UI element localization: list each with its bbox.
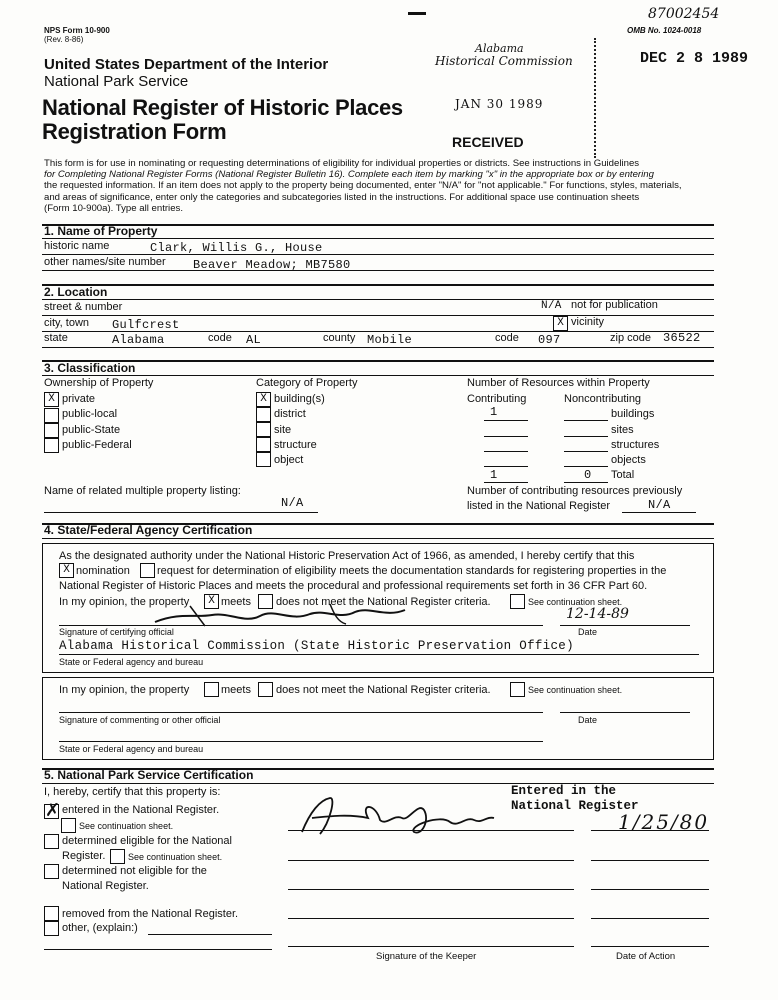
resource-buildings-label: buildings <box>611 408 655 420</box>
rule <box>59 654 699 655</box>
rule <box>591 918 709 919</box>
category-building-label: building(s) <box>274 393 325 405</box>
see-cont-b-checkbox[interactable] <box>110 849 125 864</box>
does-not-meet2-label: does not meet the National Register criteria. <box>276 684 491 696</box>
entered-label: entered in the National Register. <box>62 804 220 816</box>
category-site-checkbox[interactable] <box>256 422 271 437</box>
state-code-label: code <box>208 332 232 344</box>
contributing-buildings[interactable]: 1 <box>490 405 498 419</box>
does-not-meet2-checkbox[interactable] <box>258 682 273 697</box>
ownership-header: Ownership of Property <box>44 377 154 389</box>
rule <box>484 466 528 467</box>
stamp-commission-line1: Alabama <box>475 42 524 55</box>
sig-certifying-label: Signature of certifying official <box>59 627 174 637</box>
rule <box>564 466 608 467</box>
nomination-label: nomination <box>76 565 130 577</box>
county-code-value[interactable]: 097 <box>538 333 561 347</box>
date-label: Date <box>578 627 598 637</box>
rule <box>288 918 574 919</box>
noncontributing-header: Noncontributing <box>564 393 642 405</box>
rule <box>288 946 574 947</box>
see-continuation2-label: See continuation sheet. <box>528 685 623 695</box>
certify-label: I, hereby, certify that this property is: <box>44 786 221 798</box>
form-revision: (Rev. 8-86) <box>44 35 84 44</box>
section2-title: 2. Location <box>44 285 108 299</box>
omb-number: OMB No. 1024-0018 <box>627 26 702 35</box>
ownership-private-label: private <box>62 393 96 405</box>
county-code-label: code <box>495 332 519 344</box>
meets2-checkbox[interactable] <box>204 682 219 697</box>
zip-value[interactable]: 36522 <box>663 331 701 345</box>
category-object-checkbox[interactable] <box>256 452 271 467</box>
service-name: National Park Service <box>44 73 189 90</box>
category-district-label: district <box>274 408 306 420</box>
category-site-label: site <box>274 424 292 436</box>
county-value[interactable]: Mobile <box>367 333 413 347</box>
see-continuation2-checkbox[interactable] <box>510 682 525 697</box>
rule <box>591 830 709 831</box>
other-checkbox[interactable] <box>44 921 59 936</box>
eligible-label1: determined eligible for the National <box>62 835 232 847</box>
rule <box>484 420 528 421</box>
entered-stamp-line1: Entered in the <box>511 784 617 798</box>
rule <box>42 315 714 316</box>
category-building-checkbox[interactable]: X <box>256 392 271 407</box>
vicinity-checkbox[interactable]: X <box>553 316 568 331</box>
multiple-listing-value[interactable]: N/A <box>281 496 304 510</box>
certifying-signature <box>150 600 420 632</box>
category-object-label: object <box>274 454 304 466</box>
rule <box>484 436 528 437</box>
street-label: street & number <box>44 301 123 313</box>
rule <box>288 860 574 861</box>
other-names-value[interactable]: Beaver Meadow; MB7580 <box>193 258 351 272</box>
section4-title: 4. State/Federal Agency Certification <box>44 523 253 537</box>
rule <box>560 712 690 713</box>
ownership-public-state-checkbox[interactable] <box>44 423 59 438</box>
rule <box>564 482 608 483</box>
rule <box>42 375 714 376</box>
rule <box>42 347 714 348</box>
rule <box>59 741 543 742</box>
see-cont-a-label: See continuation sheet. <box>79 821 174 831</box>
contributing-header: Contributing <box>467 393 527 405</box>
rule <box>564 436 608 437</box>
rule <box>59 625 543 626</box>
category-district-checkbox[interactable] <box>256 407 271 422</box>
entered-checkbox[interactable]: ✗ <box>45 800 61 821</box>
previously-listed-value[interactable]: N/A <box>648 498 671 512</box>
not-eligible-label2: National Register. <box>62 880 149 892</box>
see-cont-a-checkbox[interactable] <box>61 818 76 833</box>
ownership-public-federal-checkbox[interactable] <box>44 438 59 453</box>
entered-stamp-line2: National Register <box>511 799 639 813</box>
form-title-line2: Registration Form <box>42 119 227 144</box>
historic-name-label: historic name <box>44 240 110 252</box>
does-not-meet-label: does not meet the National Register criteria. <box>276 596 491 608</box>
rule <box>484 482 528 483</box>
reference-number: 87002454 <box>648 6 720 22</box>
rule <box>484 451 528 452</box>
ownership-public-federal-label: public-Federal <box>62 439 132 451</box>
multiple-listing-label: Name of related multiple property listing: <box>44 485 241 497</box>
not-for-publication-label: not for publication <box>571 299 658 311</box>
previously-listed-label1: Number of contributing resources previously <box>467 485 683 497</box>
instructions-line: (Form 10-900a). Type all entries. <box>44 202 183 214</box>
noncontributing-total[interactable]: 0 <box>584 468 592 482</box>
date-of-action-label: Date of Action <box>616 951 676 962</box>
city-value[interactable]: Gulfcrest <box>112 318 180 332</box>
rule <box>42 538 714 539</box>
action-date: 1/25/80 <box>618 810 710 834</box>
stamp-date-jan: JAN 30 1989 <box>455 97 544 111</box>
rule <box>42 254 714 255</box>
cert-line3: National Register of Historic Places and meets the procedural and professional requirements set forth in 36 CFR Part 60. <box>59 580 648 592</box>
rule <box>560 625 690 626</box>
ownership-public-state-label: public-State <box>62 424 121 436</box>
stamp-edge-line <box>594 38 598 158</box>
see-cont-b-label: See continuation sheet. <box>128 852 223 862</box>
date2-label: Date <box>578 715 598 725</box>
state-value[interactable]: Alabama <box>112 333 165 347</box>
resource-objects-label: objects <box>611 454 646 466</box>
form-title-line1: National Register of Historic Places <box>42 95 403 120</box>
section-rule <box>42 360 714 362</box>
section-rule <box>42 284 714 286</box>
eligible-label2: Register. <box>62 850 106 862</box>
zip-label: zip code <box>610 332 651 344</box>
section3-title: 3. Classification <box>44 361 136 375</box>
rule <box>148 934 272 935</box>
stamp-date-dec: DEC 2 8 1989 <box>640 50 749 67</box>
form-number: NPS Form 10-900 <box>44 26 110 35</box>
instructions-line: This form is for use in nominating or requesting determinations of eligibility for individual properties or districts. See instructions in Guidelines <box>44 158 640 169</box>
meets2-label: meets <box>221 684 251 696</box>
sig-keeper-label: Signature of the Keeper <box>376 951 477 962</box>
rule <box>42 238 714 239</box>
ownership-public-local-checkbox[interactable] <box>44 408 59 423</box>
rule <box>44 949 272 950</box>
nomination-checkbox[interactable]: X <box>59 563 74 578</box>
state-label: state <box>44 332 68 344</box>
other-label: other, (explain:) <box>62 922 138 934</box>
category-structure-label: structure <box>274 439 317 451</box>
instructions-line: and areas of significance, enter only the categories and subcategories listed in the instructions. For additional space use continuation sheets <box>44 191 640 203</box>
rule <box>44 512 318 513</box>
historic-name-value[interactable]: Clark, Willis G., House <box>150 241 323 255</box>
other-names-label: other names/site number <box>44 256 166 268</box>
keeper-signature <box>290 792 500 840</box>
resource-total-label: Total <box>611 469 635 481</box>
vicinity-label: vicinity <box>571 316 605 328</box>
rule <box>288 830 574 831</box>
rule <box>288 889 574 890</box>
not-for-publication-mark[interactable]: N/A <box>541 300 562 312</box>
meets-checkbox[interactable]: X <box>204 594 219 609</box>
eligible-checkbox[interactable] <box>44 834 59 849</box>
opinion2-label: In my opinion, the property <box>59 684 190 696</box>
instructions-block <box>44 158 682 214</box>
section1-title: 1. Name of Property <box>44 224 158 238</box>
sig-commenting-label: Signature of commenting or other official <box>59 715 221 725</box>
instructions-line: for Completing National Register Forms (National Register Bulletin 16). Complete each item by marking "x" in the appropriate box or by entering <box>44 169 654 181</box>
resource-sites-label: sites <box>611 424 634 436</box>
rule <box>591 946 709 947</box>
mark-dash <box>408 12 426 15</box>
category-header: Category of Property <box>256 377 358 389</box>
city-label: city, town <box>44 317 90 329</box>
contributing-total[interactable]: 1 <box>490 468 498 482</box>
not-eligible-label1: determined not eligible for the <box>62 865 207 877</box>
agency2-label: State or Federal agency and bureau <box>59 744 204 754</box>
previously-listed-label2: listed in the National Register <box>467 500 611 512</box>
stamp-received: RECEIVED <box>452 134 524 150</box>
section5-title: 5. National Park Service Certification <box>44 768 254 782</box>
request-checkbox[interactable] <box>140 563 155 578</box>
see-continuation-label: See continuation sheet. <box>528 597 623 607</box>
rule <box>564 451 608 452</box>
instructions-line: the requested information. If an item does not apply to the property being documented, enter "N/A" for "not applicable." For functions, styles, materials, <box>44 180 682 192</box>
cert-line1: As the designated authority under the National Historic Preservation Act of 1966, as amended, I hereby certify that this <box>59 550 635 562</box>
see-continuation-checkbox[interactable] <box>510 594 525 609</box>
resource-structures-label: structures <box>611 439 660 451</box>
not-eligible-checkbox[interactable] <box>44 864 59 879</box>
rule <box>591 889 709 890</box>
rule <box>564 420 608 421</box>
removed-checkbox[interactable] <box>44 906 59 921</box>
opinion-label: In my opinion, the property <box>59 596 190 608</box>
rule <box>59 712 543 713</box>
rule <box>622 512 696 513</box>
request-label: request for determination of eligibility meets the documentation standards for registering properties in the <box>157 565 667 577</box>
rule <box>42 270 714 271</box>
agency-value[interactable]: Alabama Historical Commission (State Historic Preservation Office) <box>59 639 574 653</box>
ownership-public-local-label: public-local <box>62 408 118 420</box>
department-name: United States Department of the Interior <box>44 56 329 73</box>
category-structure-checkbox[interactable] <box>256 437 271 452</box>
ownership-private-checkbox[interactable]: X <box>44 392 59 407</box>
stamp-commission-line2: Historical Commission <box>435 54 573 68</box>
removed-label: removed from the National Register. <box>62 908 239 920</box>
state-code-value[interactable]: AL <box>246 333 262 347</box>
rule <box>591 860 709 861</box>
cert-date: 12-14-89 <box>566 606 629 622</box>
agency-label: State or Federal agency and bureau <box>59 657 204 667</box>
meets-label: meets <box>221 596 251 608</box>
county-label: county <box>323 332 356 344</box>
resources-header: Number of Resources within Property <box>467 377 650 389</box>
